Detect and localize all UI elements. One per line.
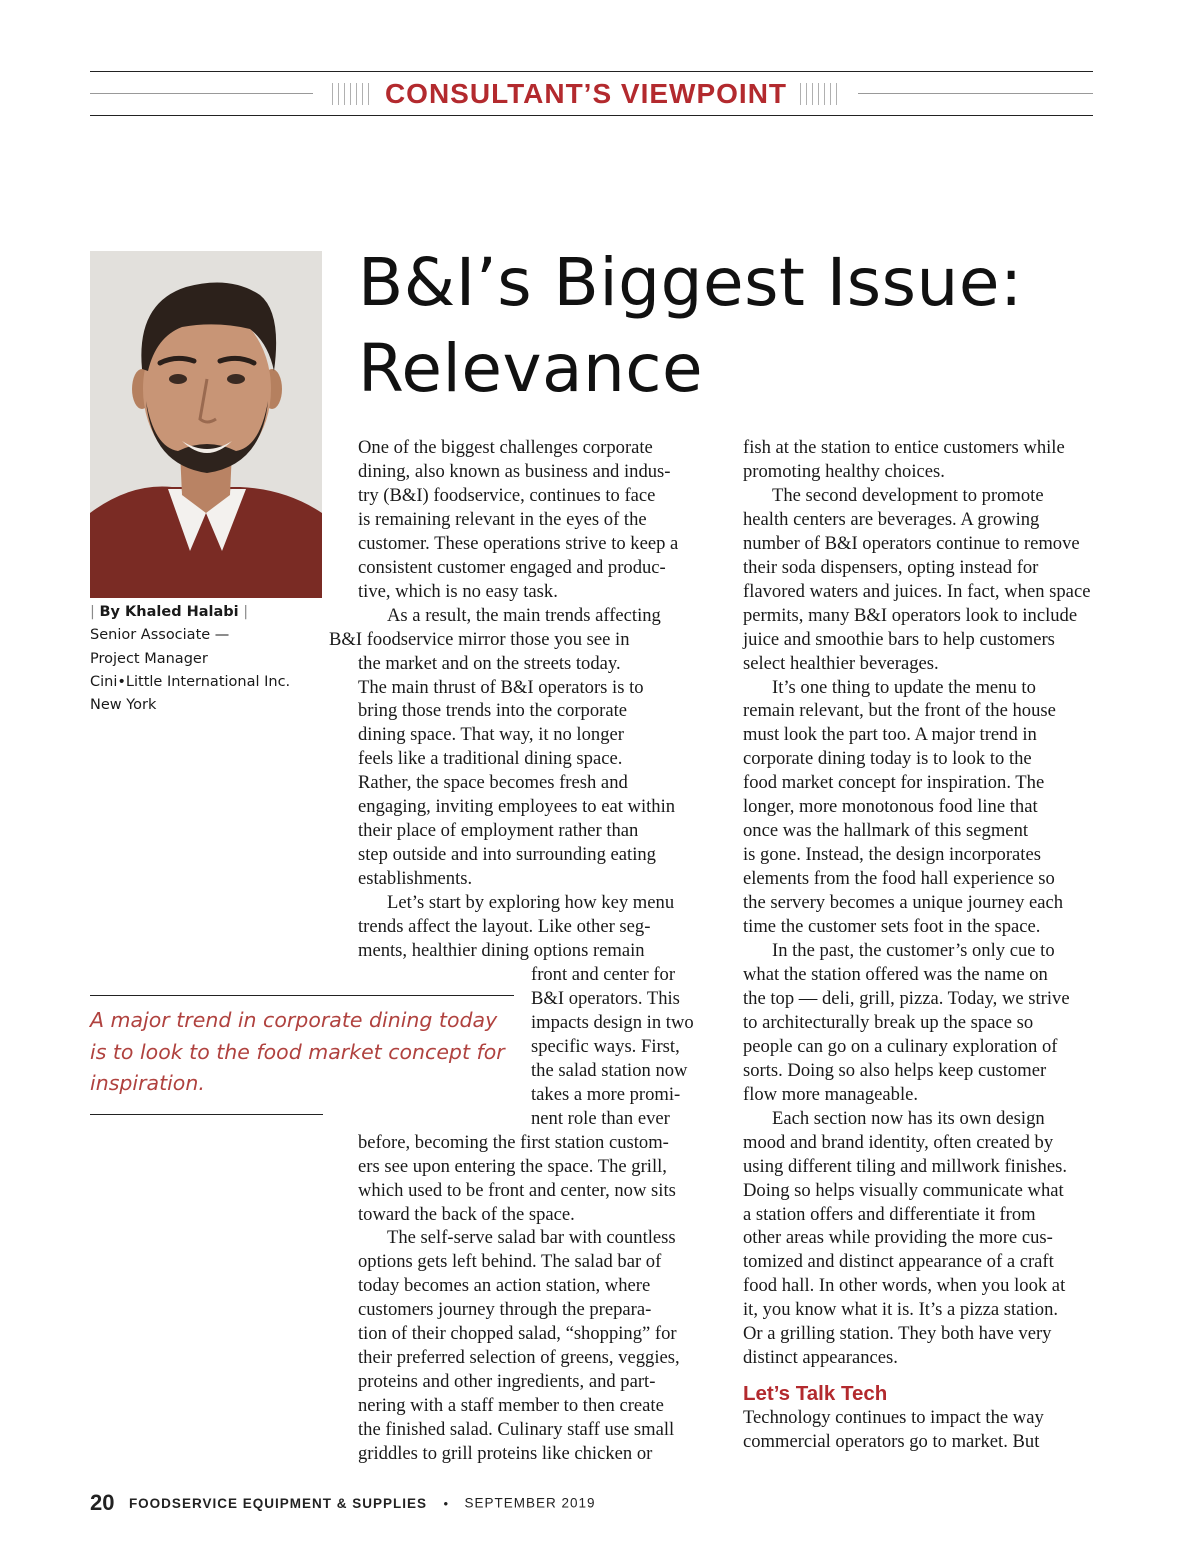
text-line: Technology continues to impact the way (743, 1407, 1044, 1429)
page-number: 20 (90, 1490, 115, 1515)
text-line: Let’s start by exploring how key menu (387, 892, 675, 914)
article-column-1 (329, 436, 713, 1466)
text-line: sorts. Doing so also helps keep customer (743, 1059, 1047, 1081)
issue-date: SEPTEMBER 2019 (464, 1495, 596, 1511)
text-line: dining, also known as business and indus- (358, 460, 671, 482)
text-line: must look the part too. A major trend in (743, 724, 1037, 746)
pullquote-bottom-rule (90, 1114, 323, 1115)
text-line: what the station offered was the name on (743, 963, 1048, 985)
text-line: The self-serve salad bar with countless (387, 1227, 676, 1249)
text-line: promoting healthy choices. (743, 460, 945, 482)
paragraph (358, 436, 713, 604)
text-line: the salad station now (531, 1059, 688, 1081)
author-title-2: Project Manager (90, 650, 208, 667)
text-line: engaging, inviting employees to eat within (358, 796, 676, 818)
text-line: proteins and other ingredients, and part- (358, 1371, 656, 1393)
text-line: griddles to grill proteins like chicken or (358, 1443, 653, 1465)
header-left-line (90, 93, 313, 94)
text-line: step outside and into surrounding eating (358, 844, 656, 866)
section-title: CONSULTANT’S VIEWPOINT (384, 78, 788, 109)
text-line: The second development to promote (772, 484, 1044, 506)
text-line: the top — deli, grill, pizza. Today, we strive (743, 987, 1070, 1009)
text-line: takes a more promi- (531, 1083, 681, 1105)
text-line: distinct appearances. (743, 1347, 898, 1369)
header-left-hatch (332, 83, 372, 105)
text-line: is gone. Instead, the design incorporates (743, 844, 1041, 866)
author-company: Cini•Little International Inc. (90, 673, 291, 690)
text-line: trends affect the layout. Like other seg- (358, 916, 651, 938)
byline-bar-left: | (90, 604, 100, 620)
text-line: their preferred selection of greens, veggies, (358, 1347, 680, 1369)
text-line: ers see upon entering the space. The grill, (358, 1155, 667, 1177)
text-line: their place of employment rather than (358, 820, 639, 842)
text-line: the servery becomes a unique journey each (743, 892, 1064, 914)
text-line: food market concept for inspiration. The (743, 772, 1045, 794)
author-city: New York (90, 697, 157, 714)
text-line: their soda dispensers, opting instead for (743, 556, 1039, 578)
text-line: One of the biggest challenges corporate (358, 437, 653, 458)
subhead: Let’s Talk Tech (743, 1382, 888, 1406)
text-line: number of B&I operators continue to remove (743, 532, 1080, 554)
paragraph (743, 939, 1103, 1107)
text-line: Rather, the space becomes fresh and (358, 772, 628, 794)
byline-bar-right: | (238, 604, 249, 620)
paragraph (358, 891, 713, 963)
text-line: other areas while providing the more cus- (743, 1227, 1053, 1249)
text-line: Or a grilling station. They both have very (743, 1323, 1052, 1345)
byline (90, 601, 322, 717)
text-line: tomized and distinct appearance of a craft (743, 1251, 1054, 1273)
text-line: consistent customer engaged and produc- (358, 556, 666, 578)
paragraph (743, 1406, 1103, 1454)
text-line: establishments. (358, 868, 473, 890)
text-line: mood and brand identity, often created by (743, 1131, 1054, 1153)
text-line: people can go on a culinary exploration of (743, 1035, 1058, 1057)
text-line: The main thrust of B&I operators is to (358, 676, 644, 698)
paragraph (743, 676, 1103, 939)
text-line: which used to be front and center, now sits (358, 1179, 676, 1201)
text-line: food hall. In other words, when you look at (743, 1275, 1066, 1297)
paragraph (743, 436, 1103, 484)
text-line: permits, many B&I operators look to include (743, 604, 1078, 626)
paragraph (358, 1131, 713, 1227)
text-line: elements from the food hall experience so (743, 868, 1055, 890)
text-line: a station offers and differentiate it from (743, 1203, 1036, 1225)
text-line: try (B&I) foodservice, continues to face (358, 484, 656, 506)
text-line: using different tiling and millwork finishes. (743, 1155, 1067, 1177)
paragraph (329, 604, 713, 891)
text-line: the market and on the streets today. (358, 652, 621, 674)
text-line: tive, which is no easy task. (358, 580, 558, 602)
paragraph (358, 1226, 713, 1466)
text-line: the finished salad. Culinary staff use small (358, 1419, 675, 1441)
text-line: to architecturally break up the space so (743, 1011, 1034, 1033)
header-top-rule (90, 71, 1093, 72)
text-line: commercial operators go to market. But (743, 1431, 1040, 1453)
text-line: is remaining relevant in the eyes of the (358, 508, 647, 530)
text-line: It’s one thing to update the menu to (772, 676, 1036, 698)
text-line: ments, healthier dining options remain (358, 940, 645, 962)
text-line: tion of their chopped salad, “shopping” for (358, 1323, 677, 1345)
text-line: select healthier beverages. (743, 652, 939, 674)
article-column-2 (743, 436, 1103, 1454)
text-line: feels like a traditional dining space. (358, 748, 623, 770)
author-photo (90, 251, 322, 598)
text-line: time the customer sets foot in the space. (743, 916, 1041, 938)
page-footer (90, 1490, 596, 1516)
text-line: dining space. That way, it no longer (358, 724, 624, 746)
text-line: flavored waters and juices. In fact, when space (743, 580, 1091, 602)
text-line: flow more manageable. (743, 1083, 919, 1105)
text-line: front and center for (531, 963, 676, 985)
text-line: customers journey through the prepara- (358, 1299, 652, 1321)
text-line: options gets left behind. The salad bar of (358, 1251, 662, 1273)
text-line: Each section now has its own design (772, 1107, 1045, 1129)
article-headline: B&I’s Biggest Issue: Relevance (358, 244, 1023, 407)
footer-separator: • (443, 1495, 448, 1511)
text-line: corporate dining today is to look to the (743, 748, 1032, 770)
text-line: impacts design in two (531, 1011, 694, 1033)
text-line: bring those trends into the corporate (358, 700, 628, 722)
magazine-name: FOODSERVICE EQUIPMENT & SUPPLIES (128, 1495, 427, 1511)
text-line: nering with a staff member to then create (358, 1395, 664, 1417)
text-line: remain relevant, but the front of the house (743, 700, 1056, 722)
text-line: nent role than ever (531, 1107, 670, 1129)
text-line: once was the hallmark of this segment (743, 820, 1029, 842)
text-line: juice and smoothie bars to help customers (743, 628, 1055, 650)
text-line: In the past, the customer’s only cue to (772, 940, 1055, 962)
header-bottom-rule (90, 115, 1093, 116)
text-line: Doing so helps visually communicate what (743, 1179, 1064, 1201)
pullquote: A major trend in corporate dining today is to look to the food market concept for inspiration. (90, 1008, 505, 1095)
text-line: before, becoming the first station custom- (358, 1131, 669, 1153)
author-name: By Khaled Halabi (99, 604, 239, 620)
header-right-line (858, 93, 1093, 94)
text-line: fish at the station to entice customers while (743, 437, 1065, 458)
text-line: B&I foodservice mirror those you see in (329, 628, 630, 650)
text-line: health centers are beverages. A growing (743, 508, 1040, 530)
text-line: today becomes an action station, where (358, 1275, 651, 1297)
author-title-1: Senior Associate — (90, 627, 230, 644)
paragraph (743, 1107, 1103, 1370)
text-line: As a result, the main trends affecting (387, 604, 661, 626)
text-line: longer, more monotonous food line that (743, 796, 1038, 818)
paragraph (743, 484, 1103, 676)
text-line: it, you know what it is. It’s a pizza station. (743, 1299, 1059, 1321)
header-right-hatch (800, 83, 838, 105)
text-line: specific ways. First, (531, 1035, 680, 1057)
text-line: B&I operators. This (531, 987, 680, 1009)
pullquote-top-rule (90, 995, 514, 996)
text-line: toward the back of the space. (358, 1203, 575, 1225)
text-line: customer. These operations strive to keep a (358, 532, 679, 554)
